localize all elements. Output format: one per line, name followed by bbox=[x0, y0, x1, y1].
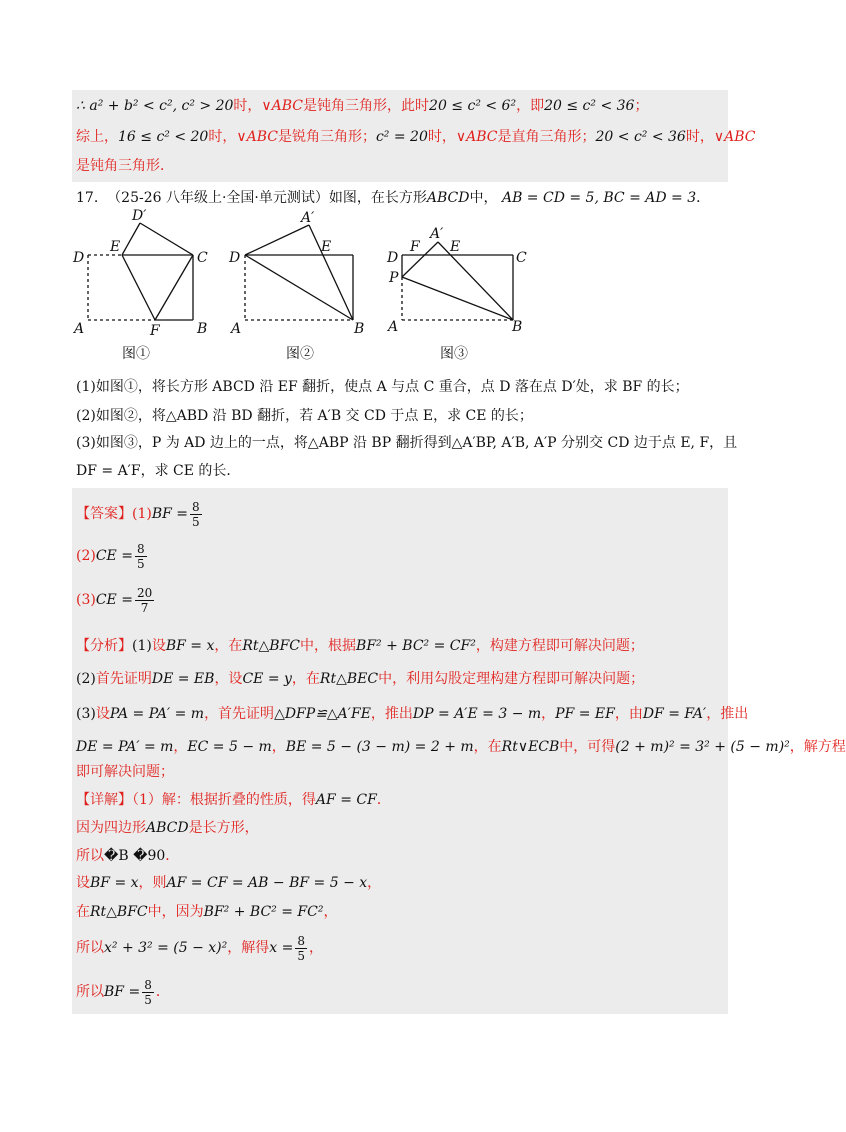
detail-line-2 bbox=[76, 818, 259, 838]
label-C: C bbox=[197, 250, 208, 266]
index: (1) bbox=[132, 638, 152, 654]
text: 所以 bbox=[76, 940, 104, 956]
numerator: 20 bbox=[136, 585, 153, 600]
text: 设 bbox=[95, 706, 110, 722]
math: DE = PA′ = m bbox=[76, 739, 174, 755]
text: ，解得 bbox=[227, 940, 270, 956]
solution-line-2 bbox=[76, 127, 755, 147]
fold-diagonal bbox=[245, 255, 353, 320]
text: ，由 bbox=[614, 706, 643, 722]
math-triangle: ∨ABC bbox=[261, 98, 304, 114]
question-3-part-a: (3)如图③，P 为 AD 边上的一点，将△ABP 沿 BP 翻折得到△A′BP, A′B, A′P 分别交 CD 边于点 E, F，且 bbox=[76, 435, 738, 451]
text: 设 bbox=[151, 638, 166, 654]
math: Rt△BFC bbox=[242, 638, 301, 654]
math: Rt△BEC bbox=[319, 671, 379, 687]
label-P: P bbox=[389, 270, 399, 286]
text: （1）解：根据折叠的性质，得 bbox=[132, 792, 316, 808]
detail-line-6 bbox=[76, 930, 323, 966]
label-B: B bbox=[354, 321, 365, 337]
text: ， bbox=[541, 706, 556, 722]
text: 中，可得 bbox=[559, 739, 616, 755]
text: 综上， bbox=[76, 129, 118, 145]
math: BF = bbox=[104, 984, 141, 1000]
label-E: E bbox=[321, 239, 332, 255]
denominator: 5 bbox=[136, 556, 145, 571]
text: ，即 bbox=[516, 98, 545, 114]
text: 是钝角三角形，此时 bbox=[303, 98, 430, 114]
text: 设 bbox=[76, 875, 90, 891]
figure-3 bbox=[380, 220, 540, 340]
analysis-line-1 bbox=[76, 636, 644, 656]
math-var: BF = bbox=[151, 506, 189, 522]
math: BF² + BC² = CF² bbox=[356, 638, 476, 654]
label-B: B bbox=[512, 319, 523, 335]
text: 时， bbox=[427, 129, 456, 145]
math-inequality: ∴ a² + b² < c², c² > 20 bbox=[76, 98, 234, 114]
detail-line-7 bbox=[76, 974, 170, 1010]
edge bbox=[245, 225, 309, 255]
label-C: C bbox=[516, 250, 527, 266]
text: ， bbox=[308, 940, 323, 956]
math: EC = 5 − m bbox=[187, 739, 272, 755]
text: ，则 bbox=[138, 875, 167, 891]
text: ，推出 bbox=[370, 706, 413, 722]
math-range: 20 ≤ c² < 6² bbox=[429, 98, 517, 114]
text: 中，根据 bbox=[300, 638, 357, 654]
text: ，解方程 bbox=[789, 739, 846, 755]
text: ，首先证明 bbox=[204, 706, 275, 722]
label-A: A bbox=[231, 321, 242, 337]
fraction bbox=[295, 934, 307, 963]
math: AF = CF bbox=[315, 792, 377, 808]
text: 是钝角三角形． bbox=[76, 158, 174, 174]
label-B: B bbox=[197, 321, 208, 337]
math: △DFP≌△A′FE bbox=[274, 706, 371, 722]
math-rect: ABCD bbox=[426, 190, 470, 206]
text: ，在 bbox=[291, 671, 320, 687]
edge bbox=[155, 255, 193, 320]
text: ， bbox=[323, 904, 338, 920]
math: AF = CF = AB − BF = 5 − x bbox=[166, 875, 368, 891]
label-Dprime: D′ bbox=[132, 208, 147, 224]
text: ，设 bbox=[214, 671, 243, 687]
figure-2-caption: 图② bbox=[286, 346, 314, 362]
math-var: CE = bbox=[95, 548, 133, 564]
math: CE = y bbox=[242, 671, 292, 687]
math: DE = EB bbox=[151, 671, 215, 687]
fraction bbox=[135, 542, 147, 571]
math: BE = 5 − (3 − m) = 2 + m bbox=[285, 739, 474, 755]
fraction bbox=[190, 500, 202, 529]
label-A: A bbox=[74, 321, 85, 337]
figure-2 bbox=[225, 205, 375, 340]
text: ． bbox=[376, 792, 391, 808]
figure-1-caption: 图① bbox=[122, 346, 150, 362]
label-A: A bbox=[388, 319, 399, 335]
text: ， bbox=[173, 739, 188, 755]
text: 是长方形， bbox=[188, 820, 259, 836]
math: Rt∨ECB bbox=[501, 739, 560, 755]
solution-line-3 bbox=[76, 156, 174, 176]
text: ，构建方程即可解决问题； bbox=[475, 638, 644, 654]
edge bbox=[140, 223, 193, 255]
analysis-line-3 bbox=[76, 704, 748, 724]
answer-2 bbox=[76, 538, 149, 574]
label-Aprime: A′ bbox=[430, 226, 444, 242]
text: 即可解决问题； bbox=[76, 764, 174, 780]
text: 中，因为 bbox=[147, 904, 204, 920]
index: (3) bbox=[76, 592, 96, 608]
figure-3-caption: 图③ bbox=[440, 346, 468, 362]
solution-line-1 bbox=[76, 96, 648, 116]
text: 是直角三角形； bbox=[497, 129, 596, 145]
text: ． bbox=[696, 190, 711, 206]
text: 如图，在长方形 bbox=[328, 190, 427, 206]
question-2: (2)如图②，将△ABD 沿 BD 翻折，若 A′B 交 CD 于点 E，求 CE 的长； bbox=[76, 408, 533, 424]
numerator: 8 bbox=[144, 977, 152, 992]
text: ， bbox=[367, 875, 382, 891]
text: 时， bbox=[685, 129, 714, 145]
fraction bbox=[142, 978, 154, 1007]
fraction bbox=[135, 586, 154, 615]
label-D: D bbox=[73, 250, 85, 266]
analysis-tag: 【分析】 bbox=[76, 638, 132, 654]
problem-number: 17. bbox=[76, 190, 99, 206]
text: ． bbox=[165, 848, 180, 864]
denominator: 5 bbox=[297, 948, 305, 963]
garbled-math: �B �90 bbox=[104, 848, 166, 864]
math-eq: c² = 20 bbox=[375, 129, 428, 145]
math-condition: AB = CD = 5, BC = AD = 3 bbox=[501, 190, 697, 206]
detail-line-3 bbox=[76, 846, 179, 866]
answer-1 bbox=[76, 496, 204, 532]
figure-1 bbox=[60, 205, 230, 340]
question-3-part-b: DF = A′F，求 CE 的长． bbox=[76, 463, 241, 479]
denominator: 5 bbox=[144, 992, 152, 1007]
numerator: 8 bbox=[136, 541, 145, 556]
fold-line bbox=[122, 255, 155, 320]
denominator: 5 bbox=[192, 514, 200, 529]
label-D: D bbox=[387, 250, 399, 266]
text: 所以 bbox=[76, 848, 104, 864]
detail-line-1 bbox=[76, 790, 391, 810]
text: 时， bbox=[233, 98, 262, 114]
math: BF = x bbox=[165, 638, 215, 654]
math: ABCD bbox=[146, 820, 189, 836]
problem-source: （25-26 八年级上·全国·单元测试） bbox=[107, 190, 329, 206]
text: 中， bbox=[469, 190, 498, 206]
numerator: 8 bbox=[192, 499, 200, 514]
answer-3 bbox=[76, 582, 156, 618]
text: ． bbox=[155, 984, 170, 1000]
text: ， bbox=[271, 739, 286, 755]
text: 在 bbox=[76, 904, 90, 920]
math: (2 + m)² = 3² + (5 − m)² bbox=[615, 739, 790, 755]
text: 中，利用勾股定理构建方程即可解决问题； bbox=[378, 671, 645, 687]
text: 首先证明 bbox=[95, 671, 152, 687]
label-D: D bbox=[229, 250, 241, 266]
math: x² + 3² = (5 − x)² bbox=[104, 940, 228, 956]
text: ，推出 bbox=[706, 706, 749, 722]
math-range: 20 < c² < 36 bbox=[595, 129, 686, 145]
text: 因为四边形 bbox=[76, 820, 146, 836]
math-var: CE = bbox=[95, 592, 133, 608]
edge bbox=[402, 242, 438, 277]
analysis-line-2 bbox=[76, 669, 644, 689]
analysis-line-4 bbox=[76, 737, 846, 757]
text: ，在 bbox=[473, 739, 502, 755]
analysis-line-5 bbox=[76, 762, 174, 782]
math: PF = EF bbox=[555, 706, 615, 722]
math: DF = FA′ bbox=[642, 706, 707, 722]
math-range: 16 ≤ c² < 20 bbox=[118, 129, 209, 145]
text: 所以 bbox=[76, 984, 104, 1000]
math-triangle: ∨ABC bbox=[455, 129, 498, 145]
math: BF = x bbox=[90, 875, 139, 891]
fold-line-PB bbox=[402, 277, 513, 320]
index: (2) bbox=[76, 548, 96, 564]
math: PA = PA′ = m bbox=[109, 706, 205, 722]
detail-line-5 bbox=[76, 902, 337, 922]
math: DP = A′E = 3 − m bbox=[412, 706, 542, 722]
label-F: F bbox=[410, 239, 420, 255]
edge bbox=[122, 223, 140, 255]
index: (1) bbox=[132, 506, 152, 522]
math: Rt△BFC bbox=[90, 904, 148, 920]
question-1: (1)如图①，将长方形 ABCD 沿 EF 翻折，使点 A 与点 C 重合，点 D 落在点 D′处，求 BF 的长； bbox=[76, 379, 689, 395]
denominator: 7 bbox=[140, 600, 149, 615]
math: BF² + BC² = FC² bbox=[203, 904, 324, 920]
text: 时， bbox=[208, 129, 237, 145]
numerator: 8 bbox=[297, 933, 305, 948]
label-E: E bbox=[110, 239, 121, 255]
detail-line-4 bbox=[76, 873, 381, 893]
detail-tag: 【详解】 bbox=[76, 792, 132, 808]
math: x = bbox=[269, 940, 294, 956]
index: (3) bbox=[76, 706, 96, 722]
math-triangle: ∨ABC bbox=[713, 129, 756, 145]
answer-tag: 【答案】 bbox=[76, 506, 132, 522]
label-E: E bbox=[450, 239, 461, 255]
math-triangle: ∨ABC bbox=[236, 129, 278, 145]
index: (2) bbox=[76, 671, 96, 687]
text: ，在 bbox=[214, 638, 243, 654]
label-Aprime: A′ bbox=[301, 210, 315, 226]
text: 是锐角三角形； bbox=[277, 129, 376, 145]
text: ； bbox=[634, 98, 649, 114]
math-range: 20 ≤ c² < 36 bbox=[544, 98, 635, 114]
label-F: F bbox=[150, 323, 160, 339]
